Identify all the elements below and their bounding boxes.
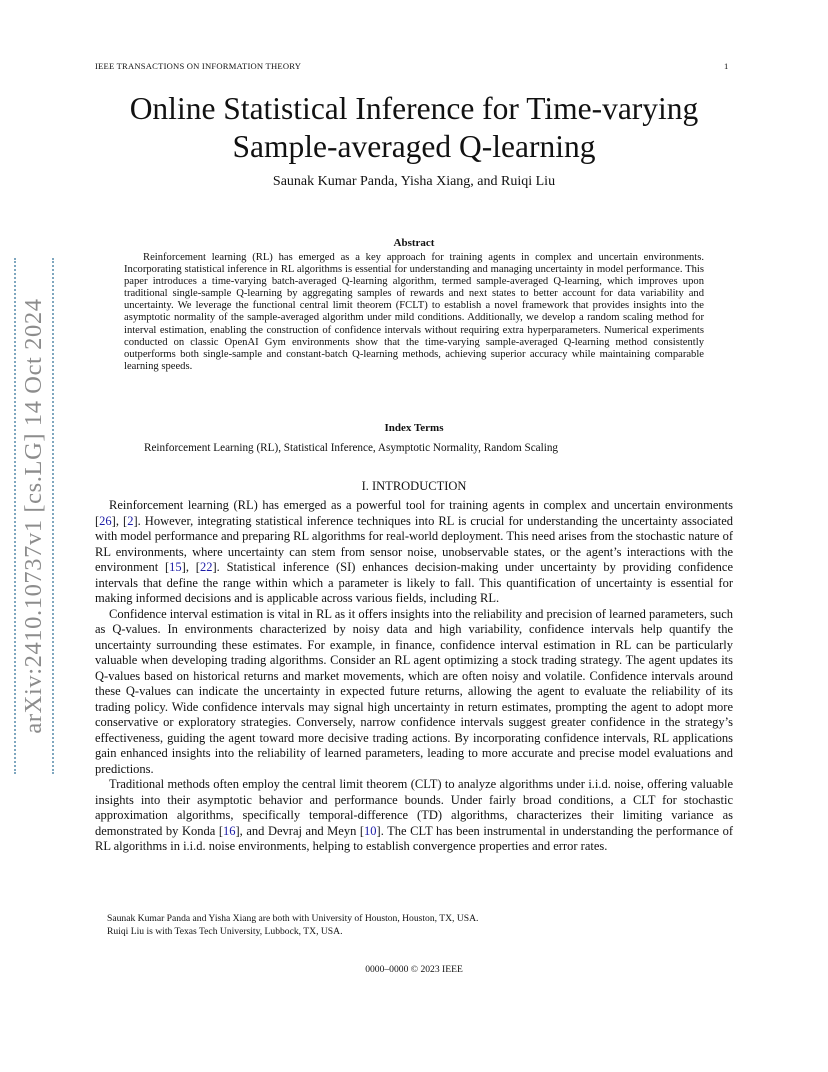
text-run: ], and Devraj and Meyn [ <box>235 823 365 838</box>
text-run: ], [ <box>111 513 128 528</box>
text-run: ]. However, integrating statistical inference techniques into RL is crucial for understanding the uncertainty associated with model performance and preparing RL algorithms for real-world deployment. This need arises from the stochastic nature of RL environments, where uncertainty can stem from sensor noise, unobservable states, or the agent’s interactions with the environment [ <box>95 513 733 574</box>
affiliation-footnotes <box>95 913 478 938</box>
citation-link[interactable]: 16 <box>223 823 236 838</box>
arxiv-stamp-text: arXiv:2410.10737v1 [cs.LG] 14 Oct 2024 <box>20 298 47 734</box>
citation-link[interactable]: 15 <box>169 560 182 574</box>
paragraph-1 <box>95 498 733 607</box>
body-text <box>95 498 733 855</box>
title-line-1: Online Statistical Inference for Time-varying <box>129 91 699 126</box>
running-header-journal: IEEE TRANSACTIONS ON INFORMATION THEORY <box>95 61 302 71</box>
author-list: Saunak Kumar Panda, Yisha Xiang, and Ruiqi Liu <box>272 174 556 189</box>
paper-title <box>60 90 768 166</box>
citation-link[interactable]: 10 <box>364 823 377 838</box>
text-run: ], [ <box>181 560 200 574</box>
paragraph-3 <box>95 777 733 855</box>
abstract-text: Reinforcement learning (RL) has emerged as a key approach for training agents in complex and uncertain environments. Incorporating statistical inference in RL algorithms is essential for understanding and managing uncertainty in model performance. This paper introduces a time-varying batch-averaged Q-learning algorithm, termed sample-averaged Q-learning, which improves upon traditional single-sample Q-learning by aggregating samples of rewards and next states to better account for data variability and uncertainty. We leverage the functional central limit theorem (FCLT) to establish a novel framework that provides insights into the asymptotic normality of the sample-averaged algorithm under mild conditions. Additionally, we develop a random scaling method for interval estimation, enabling the construction of confidence intervals without requiring extra hyperparameters. Numerical experiments conducted on classic OpenAI Gym environments show that the time-varying sample-averaged Q-learning method consistently outperforms both single-sample and constant-batch Q-learning methods, achieving superior accuracy while maintaining comparable learning speeds. <box>124 252 704 372</box>
paragraph-2: Confidence interval estimation is vital in RL as it offers insights into the reliability and precision of learned parameters, such as Q-values. In environments characterized by noisy data and high variability, confidence intervals help quantify the uncertainty surrounding these estimates. For example, in finance, confidence interval estimation in RL can be particularly valuable when developing trading algorithms. Consider an RL agent optimizing a stock trading strategy. The agent updates its Q-values based on historical returns and market movements, which are often noisy and volatile. Confidence intervals around these Q-values can indicate the uncertainty in expected future returns, allowing the agent to evaluate the reliability of its trading policy. Wide confidence intervals may signal high uncertainty in return estimates, prompting the agent to adopt more conservative or exploratory strategies. Conversely, narrow confidence intervals suggest greater confidence in the strategy’s effectiveness, guiding the agent toward more decisive trading actions. By incorporating confidence intervals, RL applications gain enhanced insights into the reliability of learned parameters, leading to more accurate and precise model evaluations and predictions. <box>95 606 733 776</box>
footnote-2: Ruiqi Liu is with Texas Tech University, Lubbock, TX, USA. <box>107 925 343 937</box>
section-title-initial: I <box>371 479 377 493</box>
citation-link[interactable]: 26 <box>99 513 112 528</box>
citation-link[interactable]: 22 <box>199 560 213 574</box>
arxiv-stamp[interactable] <box>14 258 54 774</box>
section-heading-introduction <box>60 479 768 494</box>
page-number: 1 <box>724 61 729 71</box>
text-run: Reinforcement learning (RL) has emerged as a powerful tool for training agents in complex and uncertain environments [ <box>95 498 733 528</box>
section-number: I. <box>361 479 369 493</box>
text-run: Traditional methods often employ the central limit theorem (CLT) to analyze algorithms under i.i.d. noise, offering valuable insights into their asymptotic behavior and performance bounds. Under fairly broad conditions, a CLT for stochastic approximation algorithms, specifically temporal-difference (TD) algorithms, characterizes their limiting variance as demonstrated by Konda [ <box>95 777 733 838</box>
section-title-rest: NTRODUCTION <box>376 479 467 493</box>
text-run: ]. The CLT has been instrumental in understanding the performance of RL algorithms in i.i.d. noise environments, helping to establish convergence properties and error rates. <box>95 823 734 853</box>
index-terms-text: Reinforcement Learning (RL), Statistical Inference, Asymptotic Normality, Random Scaling <box>144 442 559 454</box>
index-terms-heading: Index Terms <box>384 422 444 434</box>
footnote-1: Saunak Kumar Panda and Yisha Xiang are both with University of Houston, Houston, TX, USA. <box>107 913 479 924</box>
copyright-footer: 0000–0000 © 2023 IEEE <box>365 964 463 975</box>
citation-link[interactable]: 2 <box>127 513 134 528</box>
title-line-2: Sample-averaged Q-learning <box>232 129 596 164</box>
abstract-heading: Abstract <box>393 237 435 249</box>
text-run: ]. Statistical inference (SI) enhances decision-making under uncertainty by providing confidence intervals that define the range within which a parameter is likely to fall. This quantification of uncertainty is essential for making informed decisions and is applicable across various fields, including RL. <box>95 560 733 605</box>
